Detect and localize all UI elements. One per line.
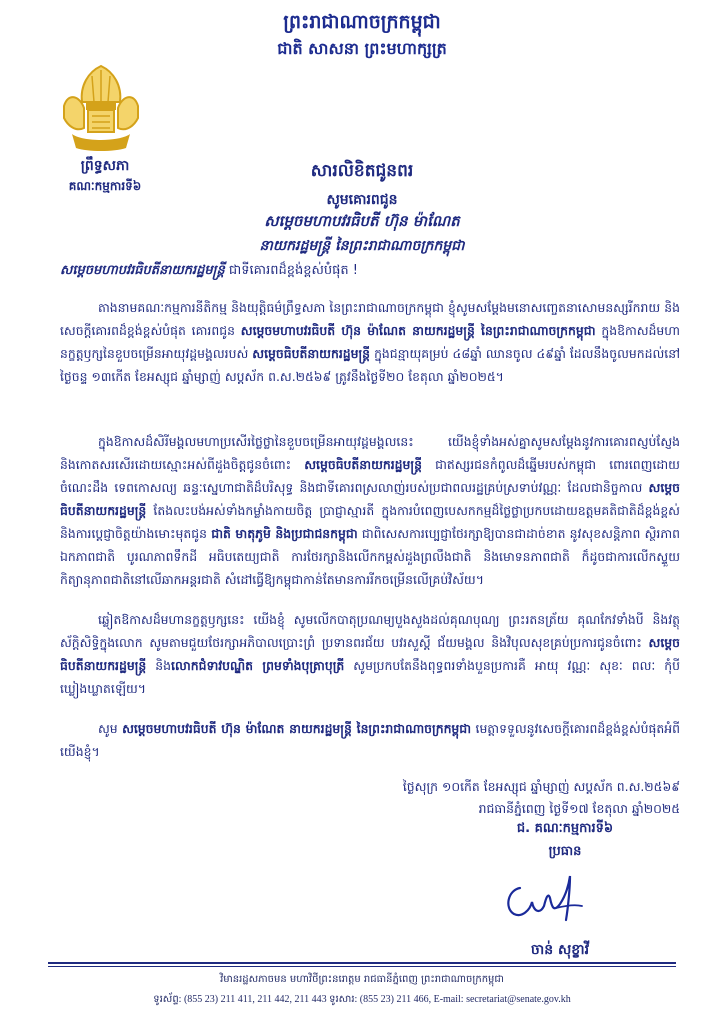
p3-text-a: ឆ្លៀតឱកាសដ៏មហានក្ខត្តឫក្សនេះ យើងខ្ញុំ សូមលើកបាតុប្រណម្យបួងសួងដល់គុណបុណ្យ ព្រះរតនត្រ័យ គុណកែវទាំងបី និងវត្ថុស័ក្តិសិទ្ធិក្នុងលោក សូមតាមជួយថែរក្សាអភិបាលប្រោះព្រំ ប្រទានពរជ័យ បវរសួស្តី ជ័យមង្គល និងវិបុលសុខគ្រប់ប្រការជូនចំពោះ xyxy=(60,612,680,650)
p2-text-c: ជាឥស្សរជនកំពូលដ៏ឆ្នើមរបស់កម្ពុជា ពោរពេញដោយចំណេះដឹង ទេពកោសល្យ ឆន្ទៈស្នេហាជាតិដ៏បរិសុទ្ធ និងជាទីគោរពស្រលាញ់របស់ប្រជាពលរដ្ឋគ្រប់ស្រទាប់វណ្ណៈ ដែលជានិច្ចកាល xyxy=(60,457,680,495)
salutation xyxy=(60,262,680,281)
senate-seal-icon xyxy=(58,62,144,154)
p3-text-e: សូមប្រកបតែនឹងពុទ្ធពរទាំងបួនប្រការគឺ អាយុ វណ្ណៈ សុខៈ ពលៈ កុំបីឃ្លៀងឃ្លាតឡើយ។ xyxy=(60,658,681,696)
p1-bold-b: សម្តេចមហាបវរធិបតី ហ៊ុន ម៉ាណែត នាយករដ្ឋមន្ត្រី នៃព្រះរាជាណាចក្រកម្ពុជា xyxy=(240,323,596,338)
lunar-date: ថ្ងៃសុក្រ ១០កើត ខែអស្សុជ ឆ្នាំម្សាញ់ សប្តស័ក ព.ស.២៥៦៩ xyxy=(402,779,680,794)
chair-title: ប្រធាន xyxy=(548,844,582,859)
national-motto: ជាតិ សាសនា ព្រះមហាក្សត្រ xyxy=(277,39,447,58)
p2-bold-f: ជាតិ មាតុភូមិ និងប្រជាជនកម្ពុជា xyxy=(211,526,358,541)
paragraph-2 xyxy=(60,430,680,591)
footer-divider-thin xyxy=(48,966,676,967)
p2-bold-d: សម្តេចធិបតីនាយករដ្ឋមន្ត្រី xyxy=(60,480,680,518)
recipient-name: សម្តេចមហាបវរធិបតី ហ៊ុន ម៉ាណែត xyxy=(264,212,460,230)
committee-name: គណៈកម្មការទី៦ xyxy=(68,179,142,193)
document-title: សារលិខិតជូនពរ xyxy=(310,161,414,181)
p3-bold-b: សម្តេចធិបតីនាយករដ្ឋមន្ត្រី xyxy=(60,635,680,673)
paragraph-1 xyxy=(60,296,680,388)
salutation-text: ជាទីគោរពដ៏ខ្ពង់ខ្ពស់បំផុត ! xyxy=(224,263,358,278)
p4-text-c: មេត្តាទទួលនូវសេចក្តីគោរពដ៏ខ្ពង់ខ្ពស់បំផុតអំពីយើងខ្ញុំ។ xyxy=(60,721,681,759)
p3-text-c: និង xyxy=(146,658,172,673)
signature-icon xyxy=(490,868,610,938)
footer-divider xyxy=(48,962,676,964)
paragraph-4 xyxy=(60,717,680,763)
p1-text-a: តាងនាមគណៈកម្មការនីតិកម្ម និងយុត្តិធម៌ព្រឹទ្ធសភា នៃព្រះរាជាណាចក្រកម្ពុជា ខ្ញុំសូមសម្តែងមនោសញ្ចេតនាសោមនស្សរីករាយ និងសេចក្តីគោរពដ៏ខ្ពង់ខ្ពស់បំផុត គោរពជូន xyxy=(60,300,680,338)
kingdom-heading: ព្រះរាជាណាចក្រកម្ពុជា xyxy=(283,11,441,33)
p2-text-e: តែងលះបង់អស់ទាំងកម្លាំងកាយចិត្ត ប្រាជ្ញាស្មារតី ក្នុងការបំពេញបេសកកម្មដ៏ថ្លៃថ្លាប្រកបដោយឧត្តមគតិជាតិដ៏ខ្ពង់ខ្ពស់ និងការប្តេជ្ញាចិត្តយ៉ាងមោះមុតជូន xyxy=(60,503,680,541)
p1-text-e: ក្នុងជន្មាយុគម្រប់ ៤៨ឆ្នាំ ឈានចូល ៤៩ឆ្នាំ ដែលនឹងចូលមកដល់នៅថ្ងៃចន្ទ ១៣កើត ខែអស្សុជ ឆ្នាំម្សាញ់ សប្តស័ក ព.ស.២៥៦៩ ត្រូវនឹងថ្ងៃទី២០ ខែតុលា ឆ្នាំ២០២៥។ xyxy=(60,346,680,384)
salutation-name: សម្តេចមហាបវរធិបតីនាយករដ្ឋមន្ត្រី xyxy=(60,263,225,278)
signer-organization: ជ. គណៈកម្មការទី៦ xyxy=(516,821,614,836)
footer-address: វិមានរដ្ឋសភាចមន មហាវិថីព្រះនរោត្តម រាជធានីភ្នំពេញ ព្រះរាជាណាចក្រកម្ពុជា xyxy=(220,974,504,985)
p2-bold-b: សម្តេចធិបតីនាយករដ្ឋមន្ត្រី xyxy=(304,457,422,472)
footer-contact: ទូរស័ព្ទ: (855 23) 211 411, 211 442, 211 443 ទូរសារ: (855 23) 211 466, E-mail: secretariat@senate.gov.kh xyxy=(153,994,571,1005)
respect-line: សូមគោរពជូន xyxy=(326,192,398,208)
p1-bold-d: សម្តេចធិបតីនាយករដ្ឋមន្ត្រី xyxy=(252,346,371,361)
solar-date: រាជធានីភ្នំពេញ ថ្ងៃទី១៧ ខែតុលា ឆ្នាំ២០២៥ xyxy=(478,801,680,816)
recipient-title: នាយករដ្ឋមន្ត្រី នៃព្រះរាជាណាចក្រកម្ពុជា xyxy=(259,238,465,254)
signer-name: ចាន់ សុខ្ខាវី xyxy=(530,942,590,958)
p2-text-g: ជាពិសេសការប្បេជ្ញាថែរក្សាឱ្យបានជាដាច់ខាត នូវសុខសន្តិភាព ស្ថិរភាព ឯកភាពជាតិ បូរណភាពទឹកដី អធិបតេយ្យជាតិ ការថែរក្សានិងលើកកម្ពស់ដួងព្រលឹងជាតិ និងមោទនភាពជាតិ ក៏ដូចជាការលើកស្ទួយកិត្យានុភាពជាតិនៅលើឆាកអន្តរជាតិ សំដៅធ្វើឱ្យកម្ពុជាកាន់តែមានការរីកចម្រើនលើគ្រប់វិស័យ។ xyxy=(60,526,680,587)
paragraph-3 xyxy=(60,608,680,700)
p4-bold-b: សម្តេចមហាបវរធិបតី ហ៊ុន ម៉ាណែត នាយករដ្ឋមន្ត្រី នៃព្រះរាជាណាចក្រកម្ពុជា xyxy=(122,721,472,736)
p3-bold-d: លោកជំទាវបណ្ឌិត ព្រមទាំងបុត្រាបុត្រី xyxy=(171,658,345,673)
p2-text-a: ក្នុងឱកាសដ៏សិរីមង្គលមហាប្រសើរថ្លៃថ្លានៃខួបចម្រើនអាយុវដ្តមង្គលនេះ យើងខ្ញុំទាំងអស់គ្នាសូមសម្តែងនូវការគោរពស្ញប់ស្ញែង និងកោតសរសើរដោយស្មោះអស់ពីដួងចិត្តជូនចំពោះ xyxy=(60,434,680,472)
p1-text-c: ក្នុងឱកាសដ៏មហានក្ខត្តឫក្សនៃខួបចម្រើនអាយុវដ្តមង្គលរបស់ xyxy=(60,323,680,361)
p4-text-a: សូម xyxy=(98,721,123,736)
organization-name: ព្រឹទ្ធសភា xyxy=(80,158,130,174)
